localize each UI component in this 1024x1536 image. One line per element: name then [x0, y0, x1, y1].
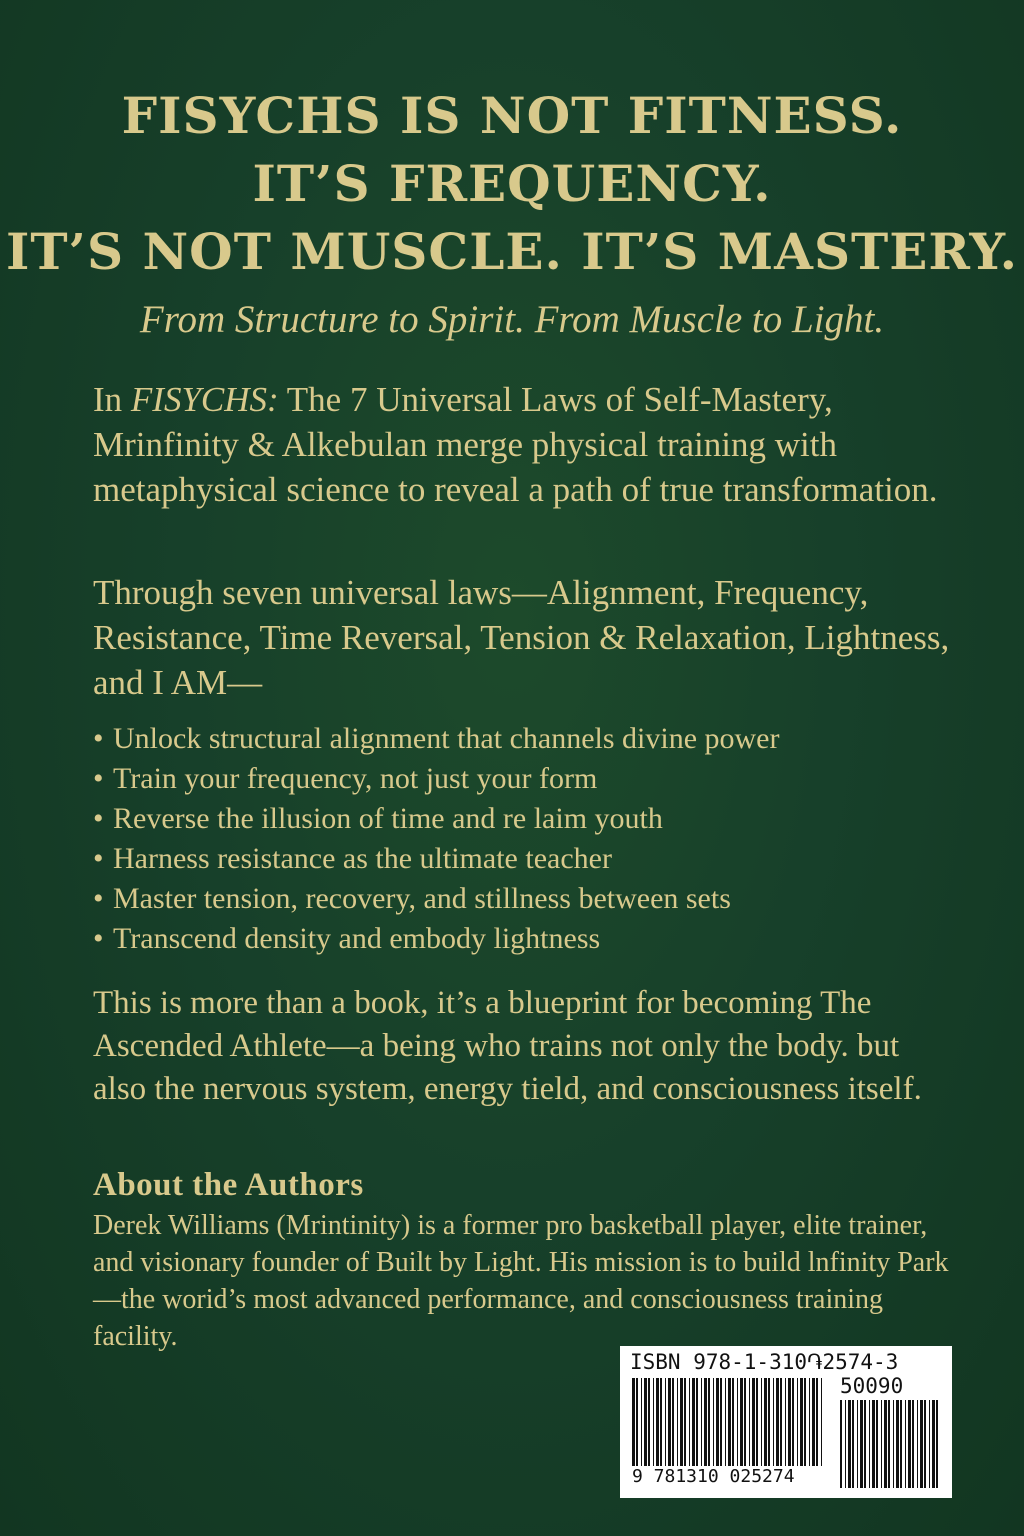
barcode-bar — [701, 1378, 702, 1466]
barcode-bar — [912, 1400, 914, 1488]
barcode-bars-icon — [632, 1378, 822, 1466]
bullet-icon: • — [93, 882, 104, 915]
barcode-bar — [641, 1378, 642, 1466]
barcode-bar — [876, 1400, 878, 1488]
barcode-bar — [716, 1378, 719, 1466]
intro-book-title: FISYCHS: — [130, 380, 279, 419]
barcode-bar — [860, 1400, 863, 1488]
barcode-bar — [768, 1378, 770, 1466]
barcode-bar — [744, 1378, 746, 1466]
barcode-bar — [924, 1400, 926, 1488]
about-authors-heading: About the Authors — [93, 1167, 364, 1203]
barcode-bar — [929, 1400, 930, 1488]
isbn-addon-number: 50090 — [840, 1374, 904, 1398]
barcode-bar — [780, 1378, 782, 1466]
barcode-bar — [804, 1378, 806, 1466]
barcode-bar — [704, 1378, 707, 1466]
closing-paragraph: This is more than a book, it’s a blueprint for becoming The Ascended Athlete—a being who trains not only the body. but also the nervous system, energy tield, and consciousness itself. — [93, 985, 922, 1107]
barcode-bar — [720, 1378, 722, 1466]
barcode-bar — [800, 1378, 803, 1466]
bullet-icon: • — [93, 802, 104, 835]
tagline: From Structure to Spirit. From Muscle to Light. — [139, 298, 885, 341]
barcode-bar — [776, 1378, 779, 1466]
barcode-bar — [840, 1400, 842, 1488]
headline-line-3: IT’S NOT MUSCLE. IT’S MASTERY. — [5, 222, 1019, 281]
barcode-bar — [692, 1378, 695, 1466]
barcode-bar — [896, 1400, 899, 1488]
barcode-bar — [881, 1400, 882, 1488]
benefit-item — [93, 919, 953, 959]
barcode-bar — [725, 1378, 726, 1466]
barcode-bar — [656, 1378, 659, 1466]
barcode-bar — [737, 1378, 738, 1466]
barcode-bar — [761, 1378, 762, 1466]
barcode-bar — [816, 1378, 818, 1466]
barcode-bar — [636, 1378, 638, 1466]
isbn-barcode — [620, 1346, 952, 1498]
barcode-bar — [797, 1378, 798, 1466]
barcode-bar — [932, 1400, 935, 1488]
barcode-bar — [672, 1378, 674, 1466]
intro-rest: The 7 Universal Laws of Self-Mastery, Mrinfinity & Alkebulan merge physical training with metaphysical science to reveal a path of true transformation. — [93, 380, 938, 509]
barcode-bar — [653, 1378, 654, 1466]
benefit-item — [93, 759, 953, 799]
barcode-bar — [644, 1378, 647, 1466]
barcode-bar — [900, 1400, 902, 1488]
barcode-bar — [852, 1400, 854, 1488]
benefit-item — [93, 719, 953, 759]
barcode-bar — [905, 1400, 906, 1488]
benefit-text: Unlock structural alignment that channels divine power — [113, 722, 780, 755]
barcode-bar — [732, 1378, 734, 1466]
benefit-text: Train your frequency, not just your form — [113, 762, 598, 795]
about-authors-bio: Derek Williams (Mrintinity) is a former pro basketball player, elite trainer, and visionary founder of Built by Light. His mission is to build lnfinity Park—the worid’s most advanced performance, and consciousness training facility. — [93, 1210, 949, 1352]
barcode-bar — [869, 1400, 870, 1488]
barcode-bar — [708, 1378, 710, 1466]
benefit-text: Master tension, recovery, and stillness between sets — [113, 882, 731, 915]
bullet-icon: • — [93, 842, 104, 875]
barcode-bar — [888, 1400, 890, 1488]
barcode-bar — [893, 1400, 894, 1488]
bullet-icon: • — [93, 922, 104, 955]
barcode-bar — [936, 1400, 938, 1488]
bullet-icon: • — [93, 762, 104, 795]
barcode-bar — [845, 1400, 846, 1488]
barcode-bar — [713, 1378, 714, 1466]
barcode-bar — [773, 1378, 774, 1466]
barcode-bar — [864, 1400, 866, 1488]
barcode-bar — [728, 1378, 731, 1466]
barcode-bar — [785, 1378, 786, 1466]
benefit-text: Transcend density and embody lightness — [113, 922, 601, 955]
benefit-item — [93, 839, 953, 879]
barcode-bar — [696, 1378, 698, 1466]
barcode-bar — [632, 1378, 635, 1466]
barcode-bar — [684, 1378, 686, 1466]
barcode-bar — [908, 1400, 911, 1488]
barcode-bar — [917, 1400, 918, 1488]
intro-prefix: In — [93, 380, 131, 419]
headline-line-1: FISYCHS IS NOT FITNESS. — [121, 86, 903, 145]
isbn-number: ISBN 978-1-310֏2574-3 — [630, 1350, 899, 1374]
barcode-bar — [920, 1400, 923, 1488]
bullet-icon: • — [93, 722, 104, 755]
barcode-digits: 9 781310 025274 — [632, 1466, 795, 1487]
barcode-bar — [756, 1378, 758, 1466]
barcode-bar — [848, 1400, 851, 1488]
barcode-bar — [740, 1378, 743, 1466]
benefits-list — [93, 719, 953, 959]
laws-paragraph: Through seven universal laws—Alignment, Frequency, Resistance, Time Reversal, Tension & Relaxation, Lightness, and I AM— — [93, 573, 950, 702]
barcode-bar — [884, 1400, 887, 1488]
barcode-bar — [680, 1378, 683, 1466]
barcode-bar — [821, 1378, 822, 1466]
barcode-addon-bars-icon — [840, 1400, 940, 1488]
barcode-bar — [660, 1378, 662, 1466]
barcode-bar — [812, 1378, 815, 1466]
barcode-bar — [857, 1400, 858, 1488]
headline — [0, 82, 1024, 286]
barcode-bar — [668, 1378, 671, 1466]
barcode-bar — [788, 1378, 791, 1466]
barcode-bar — [677, 1378, 678, 1466]
intro-paragraph — [93, 377, 953, 512]
barcode-bar — [689, 1378, 690, 1466]
barcode-bar — [872, 1400, 875, 1488]
barcode-bar — [792, 1378, 794, 1466]
barcode-bar — [764, 1378, 767, 1466]
benefit-text: Reverse the illusion of time and re laim youth — [113, 802, 663, 835]
benefit-item — [93, 879, 953, 919]
barcode-bar — [749, 1378, 750, 1466]
barcode-bar — [665, 1378, 666, 1466]
barcode-bar — [648, 1378, 650, 1466]
benefit-text: Harness resistance as the ultimate teacher — [113, 842, 612, 875]
headline-line-2: IT’S FREQUENCY. — [252, 154, 772, 213]
barcode-bar — [809, 1378, 810, 1466]
barcode-bar — [752, 1378, 755, 1466]
benefit-item — [93, 799, 953, 839]
